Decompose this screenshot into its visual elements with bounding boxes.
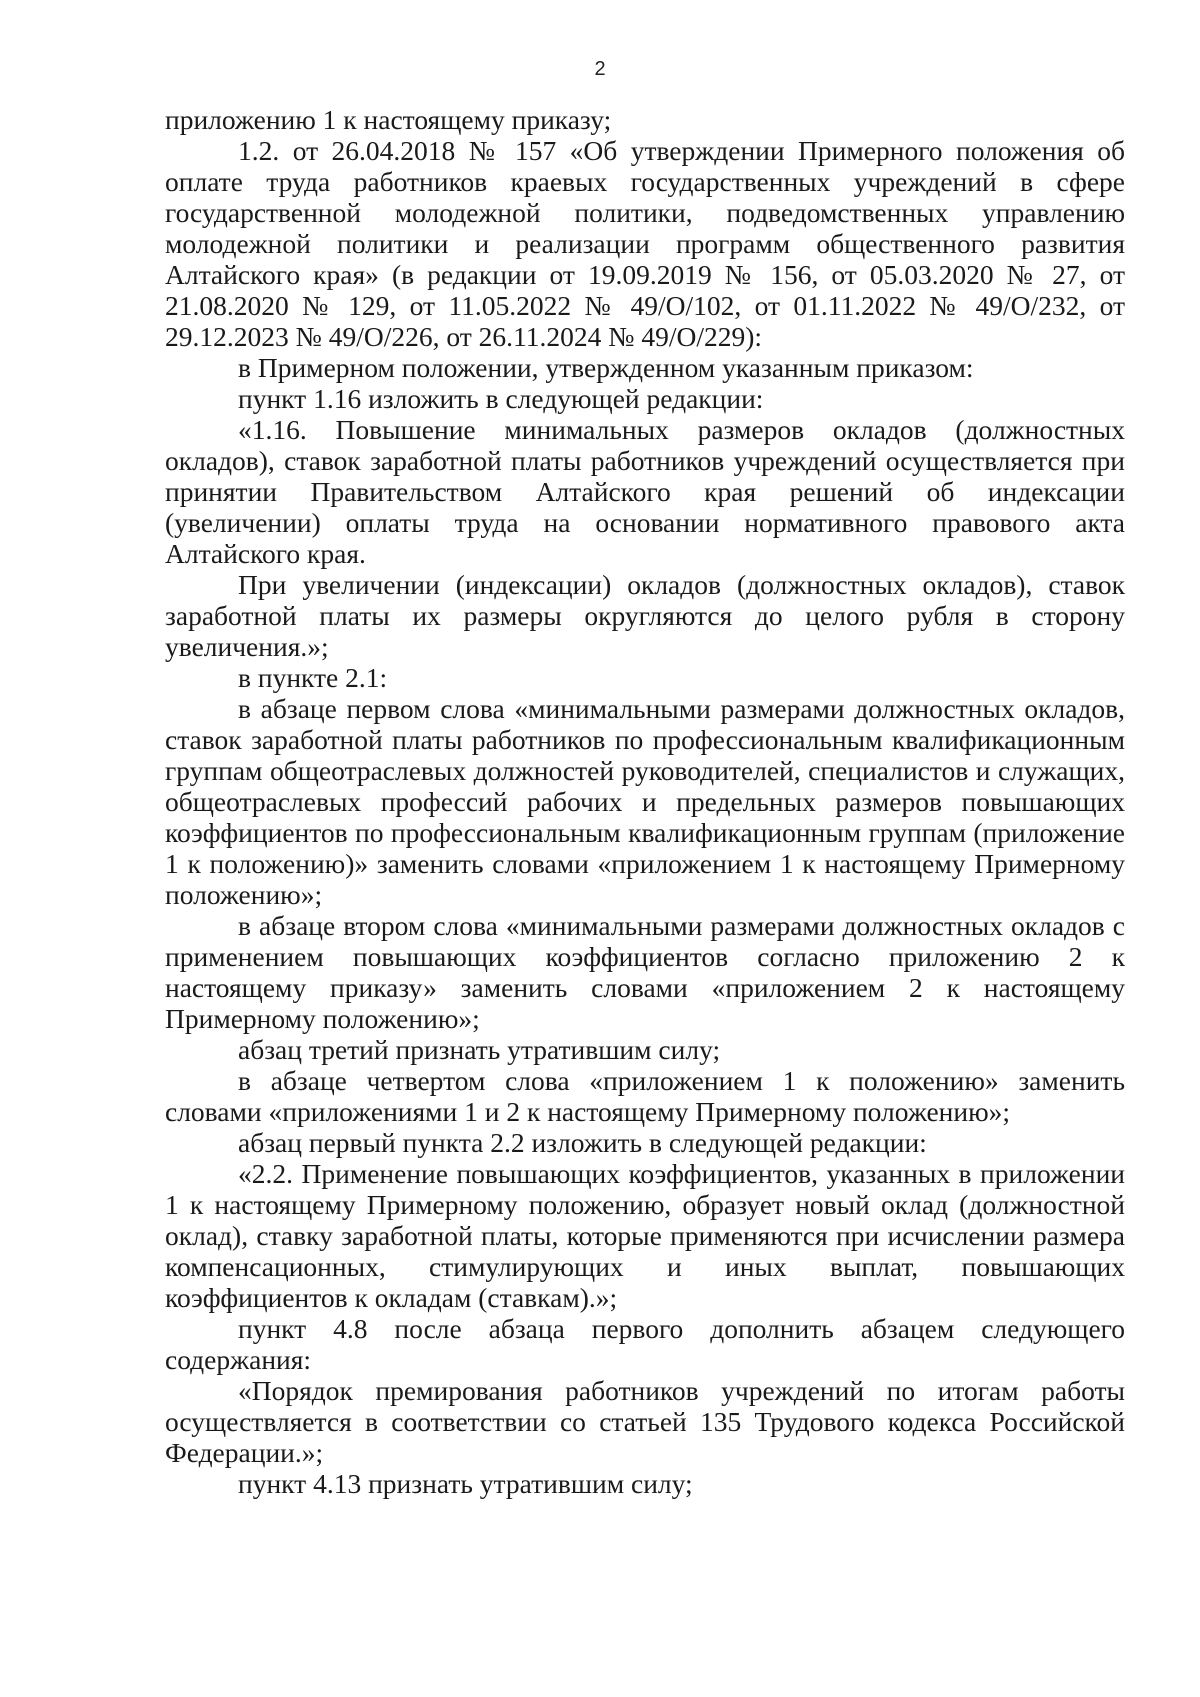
page-number: 2 (594, 58, 606, 80)
paragraph: пункт 1.16 изложить в следующей редакции: (238, 383, 764, 414)
paragraph: в пункте 2.1: (238, 662, 388, 693)
paragraph: «2.2. Применение повышающих коэффициентов, указанных в приложении 1 к настоящему Примерному положению, образует новый оклад (должностной оклад), ставку заработной платы, которые применяются при исчислении размера компенсационных, стимулирующих и иных выплат, повышающих коэффициентов к окладам (ставкам).»; (165, 1158, 1125, 1313)
paragraph: 1.2. от 26.04.2018 № 157 «Об утверждении Примерного положения об оплате труда работников краевых государственных учреждений в сфере государственной молодежной политики, подведомственных управлению молодежной политики и реализации программ общественного развития Алтайского края» (в редакции от 19.09.2019 № 156, от 05.03.2020 № 27, от 21.08.2020 № 129, от 11.05.2022 № 49/О/102, от 01.11.2022 № 49/О/232, от 29.12.2023 № 49/О/226, от 26.11.2024 № 49/О/229): (165, 135, 1125, 352)
paragraph: пункт 4.8 после абзаца первого дополнить абзацем следующего содержания: (165, 1313, 1125, 1375)
paragraph: приложению 1 к настоящему приказу; (165, 104, 612, 135)
paragraph: в абзаце первом слова «минимальными размерами должностных окладов, ставок заработной платы работников по профессиональным квалификационным группам общеотраслевых должностей руководителей, специалистов и служащих, общеотраслевых профессий рабочих и предельных размеров повышающих коэффициентов по профессиональным квалификационным группам (приложение 1 к положению)» заменить словами «приложением 1 к настоящему Примерному положению»; (165, 693, 1125, 910)
paragraph: абзац третий признать утратившим силу; (238, 1034, 721, 1065)
paragraph: «1.16. Повышение минимальных размеров окладов (должностных окладов), ставок заработной платы работников учреждений осуществляется при принятии Правительством Алтайского края решений об индексации (увеличении) оплаты труда на основании нормативного правового акта Алтайского края. (165, 414, 1125, 569)
paragraph: в абзаце четвертом слова «приложением 1 к положению» заменить словами «приложениями 1 и 2 к настоящему Примерному положению»; (165, 1065, 1125, 1127)
paragraph: в абзаце втором слова «минимальными размерами должностных окладов с применением повышающих коэффициентов согласно приложению 2 к настоящему приказу» заменить словами «приложением 2 к настоящему Примерному положению»; (165, 910, 1125, 1034)
document-body (165, 104, 1125, 1499)
paragraph: пункт 4.13 признать утратившим силу; (238, 1468, 693, 1499)
paragraph: в Примерном положении, утвержденном указанным приказом: (238, 352, 974, 383)
paragraph: абзац первый пункта 2.2 изложить в следующей редакции: (238, 1127, 927, 1158)
paragraph: «Порядок премирования работников учреждений по итогам работы осуществляется в соответствии со статьей 135 Трудового кодекса Российской Федерации.»; (165, 1375, 1125, 1468)
paragraph: При увеличении (индексации) окладов (должностных окладов), ставок заработной платы их размеры округляются до целого рубля в сторону увеличения.»; (165, 569, 1125, 662)
